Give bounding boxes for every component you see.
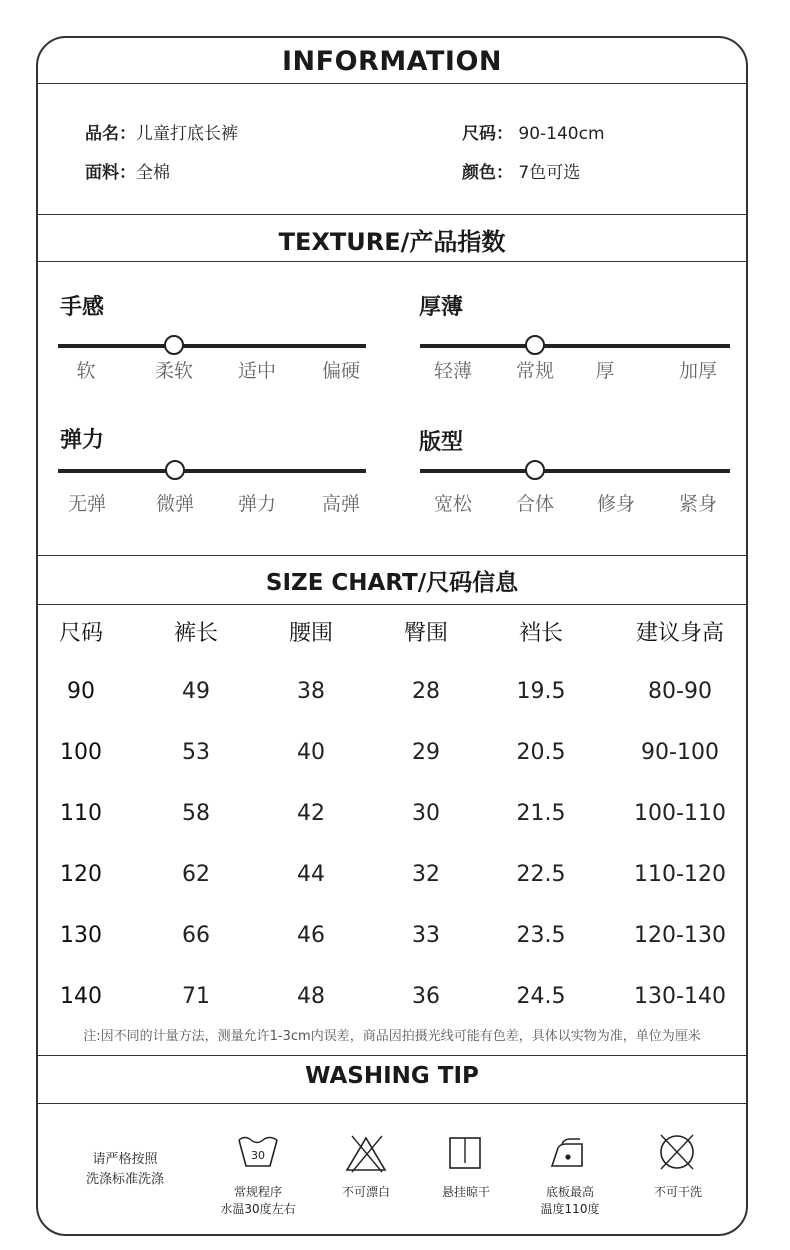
name-label: 品名： [85, 124, 136, 144]
size-table-cell: 40 [297, 740, 325, 765]
hang-dry-caption [442, 1184, 490, 1201]
size-chart-title: SIZE CHART/尺码信息 [265, 570, 519, 596]
texture-scale-label: 常规 [515, 360, 555, 382]
size-table-header: 裆长 [518, 621, 564, 646]
no-bleach-caption-line1: 不可漂白 [341, 1185, 391, 1199]
size-table-size-cell: 90 [67, 679, 95, 704]
hang-dry-icon [447, 1135, 483, 1175]
wash-30-icon [236, 1134, 280, 1174]
no-bleach-icon [344, 1134, 388, 1178]
wash-30-caption-line2: 水温30度左右 [220, 1202, 296, 1216]
size-table-cell: 21.5 [516, 801, 566, 826]
hang-dry-caption-line1: 悬挂晾干 [441, 1185, 491, 1199]
iron-low-icon [548, 1136, 588, 1174]
washing-intro-line2: 洗涤标准洗涤 [85, 1172, 165, 1187]
wash-30-caption [220, 1184, 295, 1218]
size-table-header: 臀围 [403, 621, 449, 646]
size-table-header: 裤长 [173, 621, 219, 646]
size-table-cell: 23.5 [516, 923, 566, 948]
size-table-cell: 32 [412, 862, 440, 887]
texture-scale-label: 偏硬 [321, 360, 361, 382]
size-table-cell: 120-130 [634, 923, 726, 948]
size-table-size-cell: 140 [60, 984, 102, 1009]
size-value: 90-140cm [518, 124, 605, 144]
texture-scale-line [420, 469, 730, 473]
texture-scale-marker [165, 460, 185, 480]
size-label: 尺码： [462, 124, 513, 144]
size-table-cell: 42 [297, 801, 325, 826]
size-table-cell: 110-120 [634, 862, 726, 887]
size-table-cell: 53 [182, 740, 210, 765]
divider [38, 261, 746, 262]
texture-scale-label: 柔软 [154, 360, 194, 382]
size-note: 注:因不同的计量方法，测量允许1-3cm内误差，商品因拍摄光线可能有色差，具体以实物为准，单位为厘米 [83, 1029, 701, 1044]
texture-scale-marker [164, 335, 184, 355]
size-table-header: 建议身高 [635, 621, 725, 646]
size-table-cell: 66 [182, 923, 210, 948]
size-table-cell: 90-100 [641, 740, 719, 765]
info-card [36, 36, 748, 1236]
divider [38, 83, 746, 84]
size-table-cell: 36 [412, 984, 440, 1009]
color-label: 颜色： [462, 163, 513, 183]
washing-intro [86, 1150, 164, 1190]
wash-30-caption-line1: 常规程序 [233, 1185, 282, 1199]
washing-title: WASHING TIP [305, 1063, 479, 1089]
size-table-header: 腰围 [288, 621, 334, 646]
iron-low-caption-line2: 温度110度 [540, 1202, 600, 1216]
size-table-header: 尺码 [58, 621, 104, 646]
size-table-cell: 22.5 [516, 862, 566, 887]
size-table-cell: 80-90 [648, 679, 712, 704]
size-table-cell: 29 [412, 740, 440, 765]
wash-temp-badge: 30 [251, 1149, 265, 1162]
no-dry-clean-icon [657, 1132, 697, 1176]
texture-scale-label: 微弹 [155, 493, 195, 515]
iron-low-caption [541, 1184, 600, 1218]
texture-title: TEXTURE/产品指数 [278, 228, 506, 256]
size-table-cell: 33 [412, 923, 440, 948]
texture-scale-label: 软 [76, 360, 96, 382]
divider [38, 1055, 746, 1056]
size-table-cell: 24.5 [516, 984, 566, 1009]
divider [38, 214, 746, 215]
size-table-cell: 58 [182, 801, 210, 826]
divider [38, 604, 746, 605]
size-table-cell: 38 [297, 679, 325, 704]
texture-scale-label: 轻薄 [433, 360, 473, 382]
texture-scale-label: 无弹 [67, 493, 107, 515]
washing-intro-line1: 请严格按照 [92, 1152, 158, 1167]
size-table-cell: 30 [412, 801, 440, 826]
texture-group-title: 弹力 [60, 428, 105, 453]
info-name-row [85, 119, 238, 144]
size-table-size-cell: 130 [60, 923, 102, 948]
info-size-row [462, 119, 605, 144]
texture-scale-marker [525, 460, 545, 480]
texture-scale-label: 厚 [595, 360, 615, 382]
size-table-size-cell: 100 [60, 740, 102, 765]
size-table-size-cell: 110 [60, 801, 102, 826]
color-value: 7色可选 [518, 163, 581, 183]
texture-scale-label: 高弹 [321, 493, 361, 515]
no-dry-clean-caption [654, 1184, 702, 1201]
fabric-value: 全棉 [136, 163, 170, 183]
texture-scale-label: 宽松 [433, 493, 473, 515]
iron-low-caption-line1: 底板最高 [545, 1185, 594, 1199]
texture-scale-label: 适中 [237, 360, 277, 382]
no-bleach-caption [342, 1184, 390, 1201]
size-table-cell: 48 [297, 984, 325, 1009]
texture-scale-label: 弹力 [237, 493, 277, 515]
divider [38, 555, 746, 556]
size-table-cell: 100-110 [634, 801, 726, 826]
size-table-cell: 28 [412, 679, 440, 704]
texture-scale-label: 紧身 [678, 493, 718, 515]
size-table-cell: 49 [182, 679, 210, 704]
divider [38, 1103, 746, 1104]
texture-group-title: 版型 [419, 430, 464, 455]
texture-scale-line [58, 344, 366, 348]
size-table-cell: 44 [297, 862, 325, 887]
texture-scale-line [58, 469, 366, 473]
size-table-cell: 46 [297, 923, 325, 948]
info-color-row [462, 158, 580, 183]
texture-scale-line [420, 344, 730, 348]
texture-scale-label: 合体 [515, 493, 555, 515]
info-fabric-row [85, 158, 170, 183]
texture-scale-marker [525, 335, 545, 355]
size-table-cell: 20.5 [516, 740, 566, 765]
size-table-cell: 19.5 [516, 679, 566, 704]
no-dry-clean-caption-line1: 不可干洗 [653, 1185, 703, 1199]
size-table-cell: 71 [182, 984, 210, 1009]
texture-scale-label: 修身 [596, 493, 636, 515]
texture-scale-label: 加厚 [678, 360, 718, 382]
size-table-size-cell: 120 [60, 862, 102, 887]
fabric-label: 面料： [85, 163, 136, 183]
information-title: INFORMATION [281, 46, 502, 77]
texture-group-title: 手感 [60, 295, 105, 320]
texture-group-title: 厚薄 [419, 295, 464, 320]
size-table-cell: 62 [182, 862, 210, 887]
size-table-cell: 130-140 [634, 984, 726, 1009]
name-value: 儿童打底长裤 [136, 124, 238, 144]
